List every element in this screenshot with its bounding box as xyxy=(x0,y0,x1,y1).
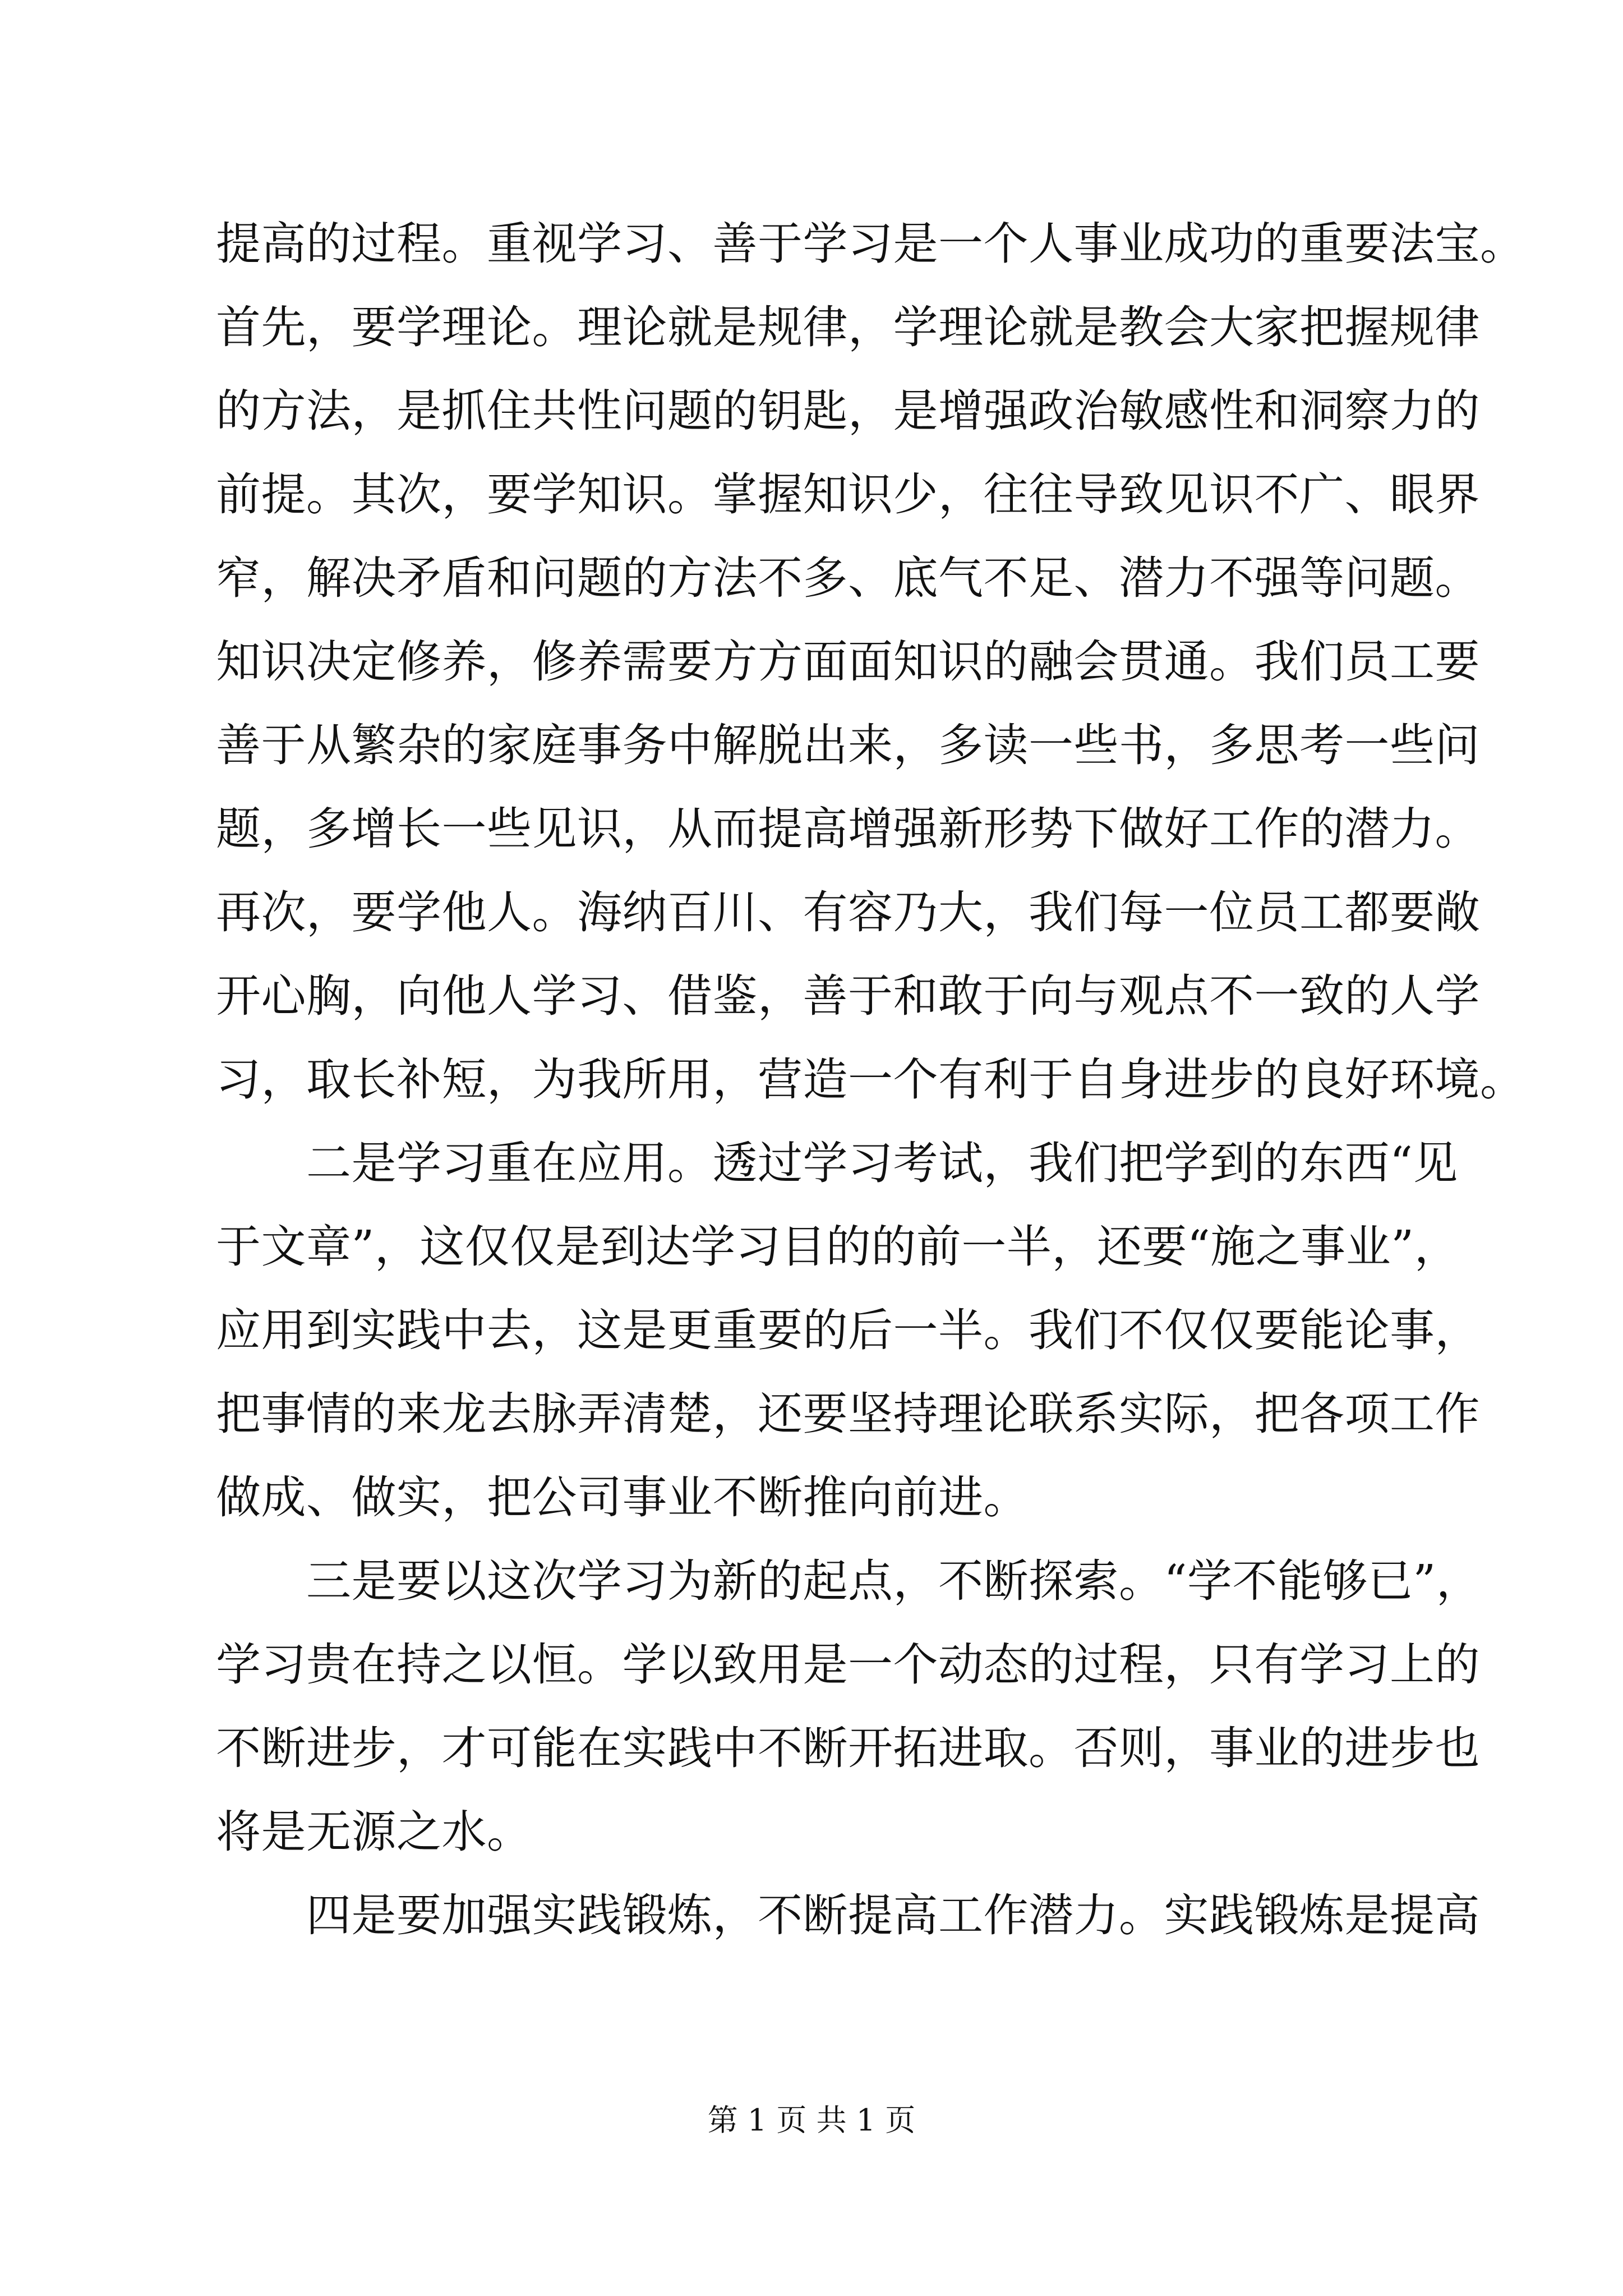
text-line: 窄，解决矛盾和问题的方法不多、底气不足、潜力不强等问题。 xyxy=(216,552,1480,604)
document-body xyxy=(216,202,1525,1957)
text-line: 将是无源之水。 xyxy=(216,1806,532,1858)
text-line: 知识决定修养，修养需要方方面面知识的融会贯通。我们员工要 xyxy=(216,636,1480,688)
text-line: 首先，要学理论。理论就是规律，学理论就是教会大家把握规律 xyxy=(216,301,1480,353)
text-line: 四是要加强实践锻炼，不断提高工作潜力。实践锻炼是提高 xyxy=(216,1889,1480,1941)
text-line: 再次，要学他人。海纳百川、有容乃大，我们每一位员工都要敞 xyxy=(216,886,1480,938)
text-line: 不断进步，才可能在实践中不断开拓进取。否则，事业的进步也 xyxy=(216,1722,1480,1774)
text-line: 提高的过程。重视学习、善于学习是一个人事业成功的重要法宝。 xyxy=(216,218,1525,270)
text-line: 题，多增长一些见识，从而提高增强新形势下做好工作的潜力。 xyxy=(216,803,1480,855)
text-line: 的方法，是抓住共性问题的钥匙，是增强政治敏感性和洞察力的 xyxy=(216,385,1480,437)
text-line: 开心胸，向他人学习、借鉴，善于和敢于向与观点不一致的人学 xyxy=(216,970,1480,1022)
text-line: 把事情的来龙去脉弄清楚，还要坚持理论联系实际，把各项工作 xyxy=(216,1388,1480,1440)
text-line: 于文章”，这仅仅是到达学习目的的前一半，还要“施之事业”， xyxy=(216,1221,1460,1273)
text-line: 善于从繁杂的家庭事务中解脱出来，多读一些书，多思考一些问 xyxy=(216,719,1480,771)
text-line: 习，取长补短，为我所用，营造一个有利于自身进步的良好环境。 xyxy=(216,1053,1525,1106)
text-line: 前提。其次，要学知识。掌握知识少，往往导致见识不广、眼界 xyxy=(216,468,1480,521)
text-line: 应用到实践中去，这是更重要的后一半。我们不仅仅要能论事， xyxy=(216,1304,1480,1356)
page-number-footer: 第 1 页 共 1 页 xyxy=(707,2102,916,2138)
text-line: 三是要以这次学习为新的起点，不断探索。“学不能够已”， xyxy=(216,1555,1482,1607)
text-line: 二是学习重在应用。透过学习考试，我们把学到的东西“见 xyxy=(216,1137,1458,1189)
text-line: 做成、做实，把公司事业不断推向前进。 xyxy=(216,1471,1029,1524)
text-line: 学习贵在持之以恒。学以致用是一个动态的过程，只有学习上的 xyxy=(216,1639,1480,1691)
